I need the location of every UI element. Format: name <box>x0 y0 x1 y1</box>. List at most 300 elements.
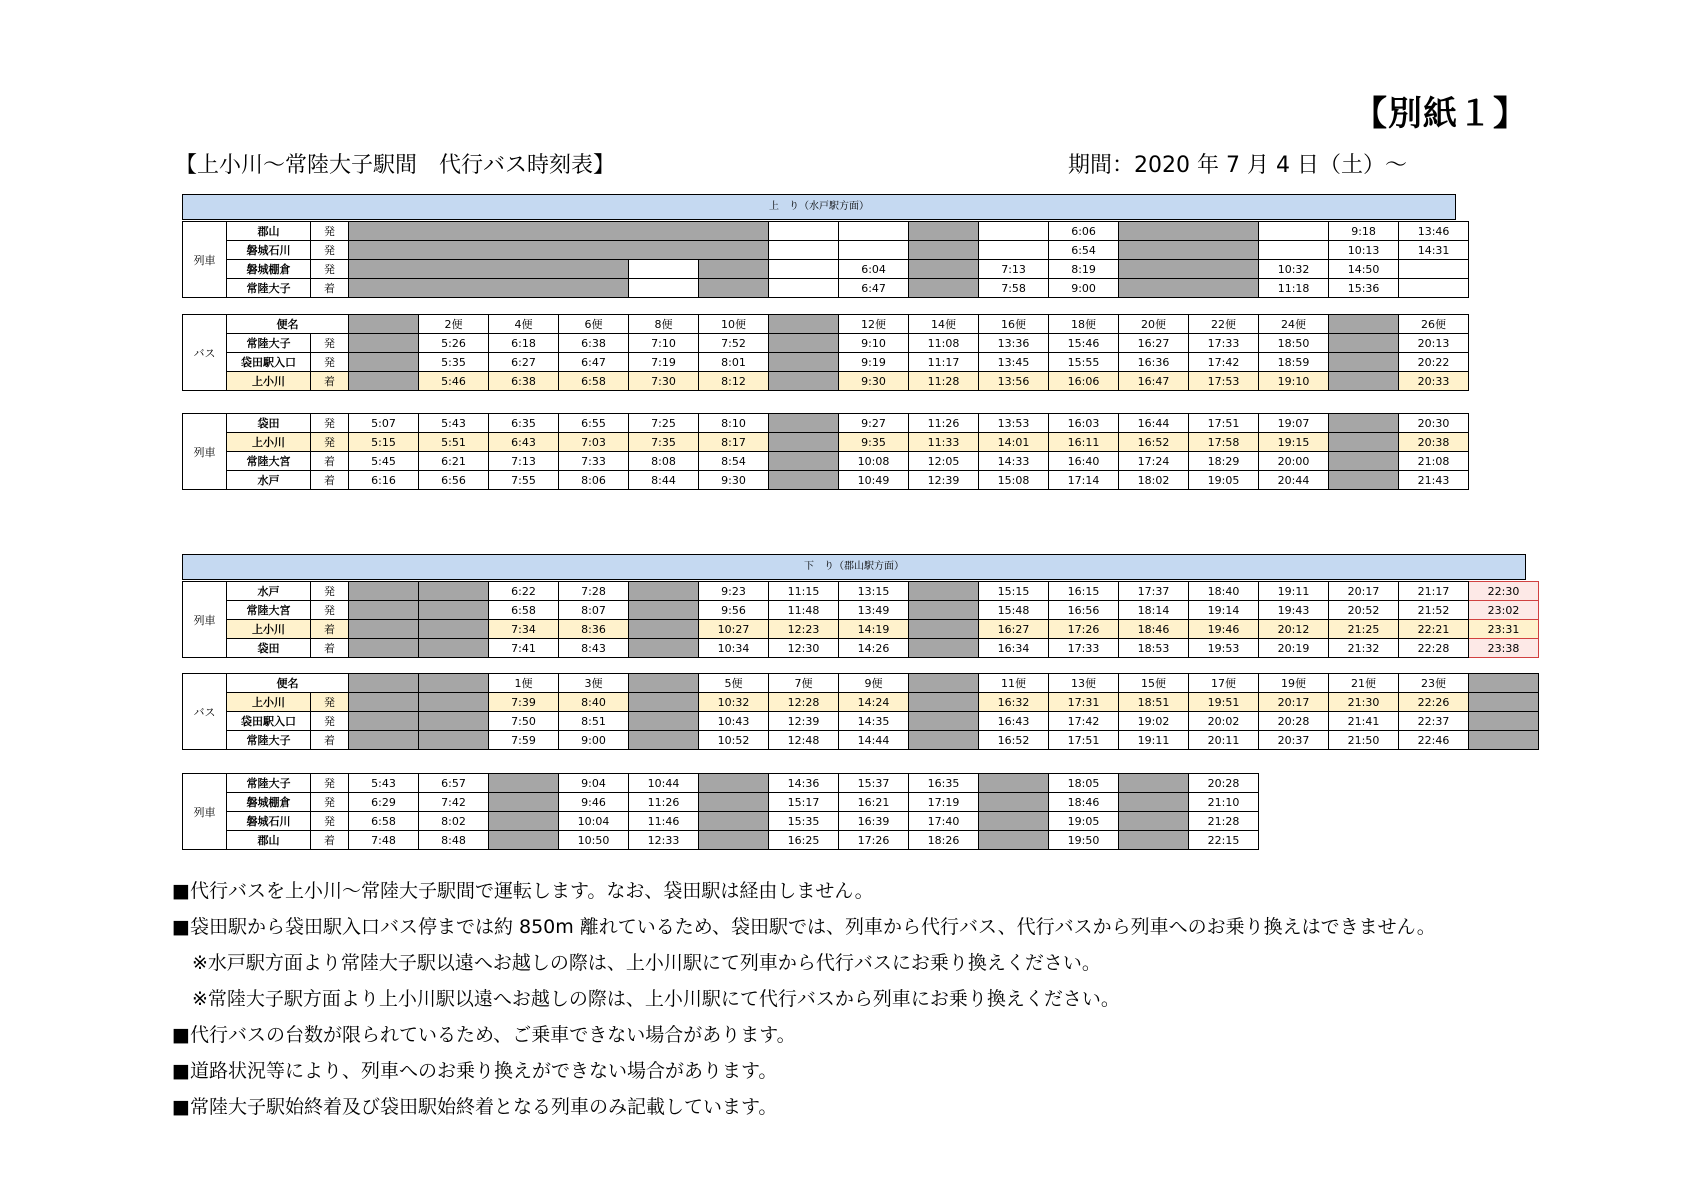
no-service-cell <box>349 601 419 620</box>
time-cell: 19:43 <box>1259 601 1329 620</box>
no-service-cell <box>1329 471 1399 490</box>
bus-number-row <box>183 315 1469 334</box>
no-service-cell <box>909 279 979 298</box>
no-service-cell <box>1329 452 1399 471</box>
time-cell: 15便 <box>1119 674 1189 693</box>
no-service-cell <box>419 693 489 712</box>
station-name: 袋田駅入口 <box>227 712 311 731</box>
no-service-cell <box>489 774 559 793</box>
down-bus-table <box>182 673 1539 750</box>
arr-dep-mark: 着 <box>311 372 349 391</box>
time-cell: 15:55 <box>1049 353 1119 372</box>
no-service-cell <box>419 731 489 750</box>
station-name: 上小川 <box>227 433 311 452</box>
arr-dep-mark: 発 <box>311 693 349 712</box>
time-cell: 5:51 <box>419 433 489 452</box>
no-service-cell <box>909 712 979 731</box>
time-cell: 16:44 <box>1119 414 1189 433</box>
period-label: 期間：2020 年 7 月 4 日（土）～ <box>1068 153 1407 178</box>
time-cell: 22:15 <box>1189 831 1259 850</box>
no-service-cell <box>419 620 489 639</box>
time-cell: 11:28 <box>909 372 979 391</box>
time-cell: 8:54 <box>699 452 769 471</box>
arr-dep-mark: 発 <box>311 433 349 452</box>
time-cell: 6:38 <box>559 334 629 353</box>
station-name: 上小川 <box>227 620 311 639</box>
time-cell: 5:15 <box>349 433 419 452</box>
time-cell: 13:56 <box>979 372 1049 391</box>
notes <box>172 873 1436 1125</box>
station-name: 常陸大子 <box>227 279 311 298</box>
time-cell: 14:36 <box>769 774 839 793</box>
time-cell: 21:43 <box>1399 471 1469 490</box>
time-cell: 7:55 <box>489 471 559 490</box>
time-cell: 19:14 <box>1189 601 1259 620</box>
time-cell: 17:58 <box>1189 433 1259 452</box>
arr-dep-mark: 発 <box>311 774 349 793</box>
time-cell: 23便 <box>1399 674 1469 693</box>
time-cell: 22:26 <box>1399 693 1469 712</box>
no-service-cell <box>769 433 839 452</box>
timetable-row <box>183 774 1259 793</box>
time-cell: 19:05 <box>1049 812 1119 831</box>
no-service-cell <box>489 831 559 850</box>
time-cell: 13:15 <box>839 582 909 601</box>
no-service-cell <box>1119 831 1189 850</box>
time-cell: 11:26 <box>629 793 699 812</box>
time-cell: 16:56 <box>1049 601 1119 620</box>
time-cell: 18:46 <box>1119 620 1189 639</box>
time-cell: 6:58 <box>489 601 559 620</box>
time-cell: 6:56 <box>419 471 489 490</box>
no-service-cell <box>909 731 979 750</box>
arr-dep-mark: 着 <box>311 452 349 471</box>
time-cell: 21便 <box>1329 674 1399 693</box>
time-cell: 7:41 <box>489 639 559 658</box>
row-group-label: バス <box>183 315 227 391</box>
no-service-cell <box>1329 315 1399 334</box>
arr-dep-mark: 発 <box>311 793 349 812</box>
timetable-row <box>183 414 1469 433</box>
time-cell: 18:02 <box>1119 471 1189 490</box>
time-cell: 22:30 <box>1469 582 1539 601</box>
time-cell: 12:33 <box>629 831 699 850</box>
time-cell: 11:15 <box>769 582 839 601</box>
time-cell: 20:52 <box>1329 601 1399 620</box>
no-service-cell <box>349 693 419 712</box>
time-cell: 15:37 <box>839 774 909 793</box>
no-service-cell <box>1469 731 1539 750</box>
timetable-row <box>183 693 1539 712</box>
no-service-cell <box>909 582 979 601</box>
no-service-cell <box>1329 372 1399 391</box>
time-cell: 10:52 <box>699 731 769 750</box>
time-cell: 26便 <box>1399 315 1469 334</box>
time-cell: 19:11 <box>1259 582 1329 601</box>
no-service-cell <box>979 831 1049 850</box>
no-service-cell <box>1469 693 1539 712</box>
station-name: 磐城石川 <box>227 812 311 831</box>
time-cell: 18:59 <box>1259 353 1329 372</box>
arr-dep-mark: 着 <box>311 731 349 750</box>
time-cell: 10:08 <box>839 452 909 471</box>
time-cell: 12:05 <box>909 452 979 471</box>
time-cell: 5:07 <box>349 414 419 433</box>
timetable-row <box>183 471 1469 490</box>
time-cell: 9:27 <box>839 414 909 433</box>
time-cell: 16:11 <box>1049 433 1119 452</box>
time-cell: 21:41 <box>1329 712 1399 731</box>
time-cell: 12:39 <box>769 712 839 731</box>
note-item: ■代行バスの台数が限られているため、ご乗車できない場合があります。 <box>172 1024 796 1046</box>
time-cell: 21:32 <box>1329 639 1399 658</box>
no-service-cell <box>979 793 1049 812</box>
time-cell: 8:40 <box>559 693 629 712</box>
time-cell: 6:38 <box>489 372 559 391</box>
time-cell: 8:06 <box>559 471 629 490</box>
time-cell <box>1399 260 1469 279</box>
no-service-cell <box>419 639 489 658</box>
time-cell: 7:25 <box>629 414 699 433</box>
time-cell: 20:00 <box>1259 452 1329 471</box>
arr-dep-mark: 発 <box>311 353 349 372</box>
time-cell: 20:13 <box>1399 334 1469 353</box>
no-service-cell <box>699 279 769 298</box>
time-cell: 11:33 <box>909 433 979 452</box>
time-cell: 21:08 <box>1399 452 1469 471</box>
time-cell: 9:00 <box>559 731 629 750</box>
time-cell: 19:07 <box>1259 414 1329 433</box>
time-cell: 7:33 <box>559 452 629 471</box>
time-cell: 18:40 <box>1189 582 1259 601</box>
up-train-table-2 <box>182 413 1469 490</box>
time-cell: 17:37 <box>1119 582 1189 601</box>
time-cell: 17:33 <box>1189 334 1259 353</box>
time-cell: 10便 <box>699 315 769 334</box>
station-name: 郡山 <box>227 222 311 241</box>
no-service-cell <box>629 582 699 601</box>
time-cell: 20:28 <box>1259 712 1329 731</box>
time-cell: 6:21 <box>419 452 489 471</box>
time-cell: 10:34 <box>699 639 769 658</box>
time-cell: 7:13 <box>489 452 559 471</box>
time-cell: 11便 <box>979 674 1049 693</box>
station-name: 常陸大子 <box>227 334 311 353</box>
time-cell: 9:23 <box>699 582 769 601</box>
time-cell: 7:52 <box>699 334 769 353</box>
no-service-cell <box>1119 812 1189 831</box>
note-item: ※水戸駅方面より常陸大子駅以遠へお越しの際は、上小川駅にて列車から代行バスにお乗り換えください。 <box>192 952 1101 974</box>
time-cell: 16:36 <box>1119 353 1189 372</box>
timetable-row <box>183 639 1539 658</box>
time-cell: 21:30 <box>1329 693 1399 712</box>
no-service-cell <box>629 731 699 750</box>
time-cell <box>629 260 699 279</box>
time-cell: 6:58 <box>349 812 419 831</box>
time-cell: 7:35 <box>629 433 699 452</box>
time-cell: 7:03 <box>559 433 629 452</box>
arr-dep-mark: 発 <box>311 601 349 620</box>
no-service-cell <box>349 353 419 372</box>
time-cell: 7:50 <box>489 712 559 731</box>
no-service-cell <box>349 222 769 241</box>
time-cell: 12:28 <box>769 693 839 712</box>
row-group-label: 列車 <box>183 222 227 298</box>
time-cell: 16:06 <box>1049 372 1119 391</box>
time-cell: 5:45 <box>349 452 419 471</box>
no-service-cell <box>349 620 419 639</box>
time-cell: 9:18 <box>1329 222 1399 241</box>
time-cell: 16便 <box>979 315 1049 334</box>
time-cell: 7:39 <box>489 693 559 712</box>
no-service-cell <box>629 620 699 639</box>
timetable-row <box>183 831 1259 850</box>
time-cell: 18便 <box>1049 315 1119 334</box>
time-cell: 16:52 <box>979 731 1049 750</box>
no-service-cell <box>699 260 769 279</box>
time-cell: 18:53 <box>1119 639 1189 658</box>
no-service-cell <box>769 353 839 372</box>
station-name: 袋田 <box>227 639 311 658</box>
no-service-cell <box>1119 793 1189 812</box>
down-train-table-2 <box>182 773 1259 850</box>
timetable-row <box>183 334 1469 353</box>
time-cell: 17:24 <box>1119 452 1189 471</box>
no-service-cell <box>909 693 979 712</box>
time-cell: 7:19 <box>629 353 699 372</box>
down-direction-header: 下 り（郡山駅方面） <box>182 554 1526 580</box>
time-cell: 19:50 <box>1049 831 1119 850</box>
time-cell: 8便 <box>629 315 699 334</box>
note-item: ■袋田駅から袋田駅入口バス停までは約 850m 離れているため、袋田駅では、列車から代行バス、代行バスから列車へのお乗り換えはできません。 <box>172 916 1436 938</box>
timetable-row <box>183 222 1469 241</box>
row-group-label: 列車 <box>183 774 227 850</box>
time-cell: 12:39 <box>909 471 979 490</box>
service-number-label: 便名 <box>227 315 349 334</box>
time-cell: 9:00 <box>1049 279 1119 298</box>
no-service-cell <box>769 372 839 391</box>
time-cell: 5:43 <box>419 414 489 433</box>
time-cell: 10:04 <box>559 812 629 831</box>
arr-dep-mark: 発 <box>311 222 349 241</box>
arr-dep-mark: 発 <box>311 260 349 279</box>
note-item: ■道路状況等により、列車へのお乗り換えができない場合があります。 <box>172 1060 778 1082</box>
time-cell: 20便 <box>1119 315 1189 334</box>
time-cell: 2便 <box>419 315 489 334</box>
time-cell: 20:19 <box>1259 639 1329 658</box>
time-cell: 18:14 <box>1119 601 1189 620</box>
row-group-label: 列車 <box>183 414 227 490</box>
no-service-cell <box>699 831 769 850</box>
time-cell: 12:30 <box>769 639 839 658</box>
station-name: 袋田 <box>227 414 311 433</box>
timetable-row <box>183 601 1539 620</box>
time-cell: 21:17 <box>1399 582 1469 601</box>
no-service-cell <box>349 260 629 279</box>
station-name: 水戸 <box>227 471 311 490</box>
row-group-label: バス <box>183 674 227 750</box>
time-cell: 21:25 <box>1329 620 1399 639</box>
time-cell: 15:46 <box>1049 334 1119 353</box>
time-cell: 8:48 <box>419 831 489 850</box>
time-cell: 20:44 <box>1259 471 1329 490</box>
time-cell: 5:43 <box>349 774 419 793</box>
time-cell: 5:46 <box>419 372 489 391</box>
no-service-cell <box>909 639 979 658</box>
time-cell: 16:03 <box>1049 414 1119 433</box>
no-service-cell <box>419 674 489 693</box>
time-cell: 10:13 <box>1329 241 1399 260</box>
time-cell: 5:35 <box>419 353 489 372</box>
station-name: 常陸大宮 <box>227 452 311 471</box>
time-cell: 15:36 <box>1329 279 1399 298</box>
no-service-cell <box>349 731 419 750</box>
time-cell: 14:26 <box>839 639 909 658</box>
time-cell: 22:28 <box>1399 639 1469 658</box>
time-cell: 6:16 <box>349 471 419 490</box>
time-cell: 14:01 <box>979 433 1049 452</box>
time-cell: 7:28 <box>559 582 629 601</box>
time-cell: 8:07 <box>559 601 629 620</box>
arr-dep-mark: 着 <box>311 639 349 658</box>
no-service-cell <box>909 601 979 620</box>
time-cell: 21:28 <box>1189 812 1259 831</box>
time-cell: 16:39 <box>839 812 909 831</box>
time-cell: 20:11 <box>1189 731 1259 750</box>
time-cell <box>1259 241 1329 260</box>
time-cell: 20:28 <box>1189 774 1259 793</box>
time-cell: 16:32 <box>979 693 1049 712</box>
time-cell: 14:24 <box>839 693 909 712</box>
time-cell: 1便 <box>489 674 559 693</box>
time-cell: 6:22 <box>489 582 559 601</box>
time-cell: 14:35 <box>839 712 909 731</box>
time-cell: 17:33 <box>1049 639 1119 658</box>
time-cell: 16:34 <box>979 639 1049 658</box>
time-cell <box>839 222 909 241</box>
time-cell: 21:52 <box>1399 601 1469 620</box>
time-cell: 14:31 <box>1399 241 1469 260</box>
arr-dep-mark: 発 <box>311 582 349 601</box>
time-cell: 14便 <box>909 315 979 334</box>
time-cell <box>769 260 839 279</box>
time-cell: 8:43 <box>559 639 629 658</box>
down-train-table-1 <box>182 581 1539 658</box>
time-cell: 22:21 <box>1399 620 1469 639</box>
time-cell: 7:59 <box>489 731 559 750</box>
time-cell: 7:10 <box>629 334 699 353</box>
arr-dep-mark: 発 <box>311 414 349 433</box>
time-cell: 19:53 <box>1189 639 1259 658</box>
time-cell: 11:17 <box>909 353 979 372</box>
timetable-row <box>183 712 1539 731</box>
time-cell: 9:10 <box>839 334 909 353</box>
time-cell: 8:51 <box>559 712 629 731</box>
time-cell: 19:51 <box>1189 693 1259 712</box>
time-cell: 20:22 <box>1399 353 1469 372</box>
station-name: 郡山 <box>227 831 311 850</box>
no-service-cell <box>349 372 419 391</box>
time-cell: 15:48 <box>979 601 1049 620</box>
time-cell: 6:58 <box>559 372 629 391</box>
no-service-cell <box>769 315 839 334</box>
time-cell: 22:37 <box>1399 712 1469 731</box>
time-cell: 6:18 <box>489 334 559 353</box>
time-cell: 4便 <box>489 315 559 334</box>
time-cell: 6:55 <box>559 414 629 433</box>
time-cell: 6:43 <box>489 433 559 452</box>
no-service-cell <box>629 639 699 658</box>
time-cell: 5:26 <box>419 334 489 353</box>
no-service-cell <box>1119 279 1259 298</box>
timetable-row <box>183 452 1469 471</box>
time-cell <box>979 222 1049 241</box>
time-cell <box>769 241 839 260</box>
time-cell: 8:01 <box>699 353 769 372</box>
time-cell: 14:33 <box>979 452 1049 471</box>
time-cell: 17:51 <box>1189 414 1259 433</box>
time-cell: 18:46 <box>1049 793 1119 812</box>
time-cell: 17:31 <box>1049 693 1119 712</box>
time-cell: 8:02 <box>419 812 489 831</box>
timetable-row <box>183 731 1539 750</box>
no-service-cell <box>489 812 559 831</box>
attachment-label: 【別紙１】 <box>1353 94 1528 134</box>
up-bus-table <box>182 314 1469 391</box>
time-cell: 10:32 <box>1259 260 1329 279</box>
time-cell: 9:56 <box>699 601 769 620</box>
time-cell: 12:48 <box>769 731 839 750</box>
time-cell: 8:10 <box>699 414 769 433</box>
station-name: 上小川 <box>227 372 311 391</box>
time-cell: 13:45 <box>979 353 1049 372</box>
time-cell: 22:46 <box>1399 731 1469 750</box>
time-cell: 23:31 <box>1469 620 1539 639</box>
no-service-cell <box>349 315 419 334</box>
time-cell: 7:48 <box>349 831 419 850</box>
time-cell: 18:05 <box>1049 774 1119 793</box>
no-service-cell <box>1469 712 1539 731</box>
no-service-cell <box>419 712 489 731</box>
station-name: 上小川 <box>227 693 311 712</box>
timetable-row <box>183 620 1539 639</box>
up-direction-header: 上 り（水戸駅方面） <box>182 194 1456 220</box>
time-cell: 19:02 <box>1119 712 1189 731</box>
time-cell: 8:17 <box>699 433 769 452</box>
time-cell <box>769 222 839 241</box>
station-name: 常陸大子 <box>227 731 311 750</box>
time-cell: 19便 <box>1259 674 1329 693</box>
no-service-cell <box>349 674 419 693</box>
timetable-row <box>183 812 1259 831</box>
no-service-cell <box>349 241 769 260</box>
time-cell: 13:53 <box>979 414 1049 433</box>
time-cell: 22便 <box>1189 315 1259 334</box>
time-cell: 9:19 <box>839 353 909 372</box>
no-service-cell <box>349 582 419 601</box>
time-cell: 20:30 <box>1399 414 1469 433</box>
time-cell: 7便 <box>769 674 839 693</box>
arr-dep-mark: 着 <box>311 279 349 298</box>
no-service-cell <box>909 260 979 279</box>
time-cell <box>839 241 909 260</box>
time-cell: 23:38 <box>1469 639 1539 658</box>
time-cell: 20:02 <box>1189 712 1259 731</box>
timetable-row <box>183 353 1469 372</box>
time-cell: 6:04 <box>839 260 909 279</box>
time-cell: 14:44 <box>839 731 909 750</box>
time-cell: 16:52 <box>1119 433 1189 452</box>
